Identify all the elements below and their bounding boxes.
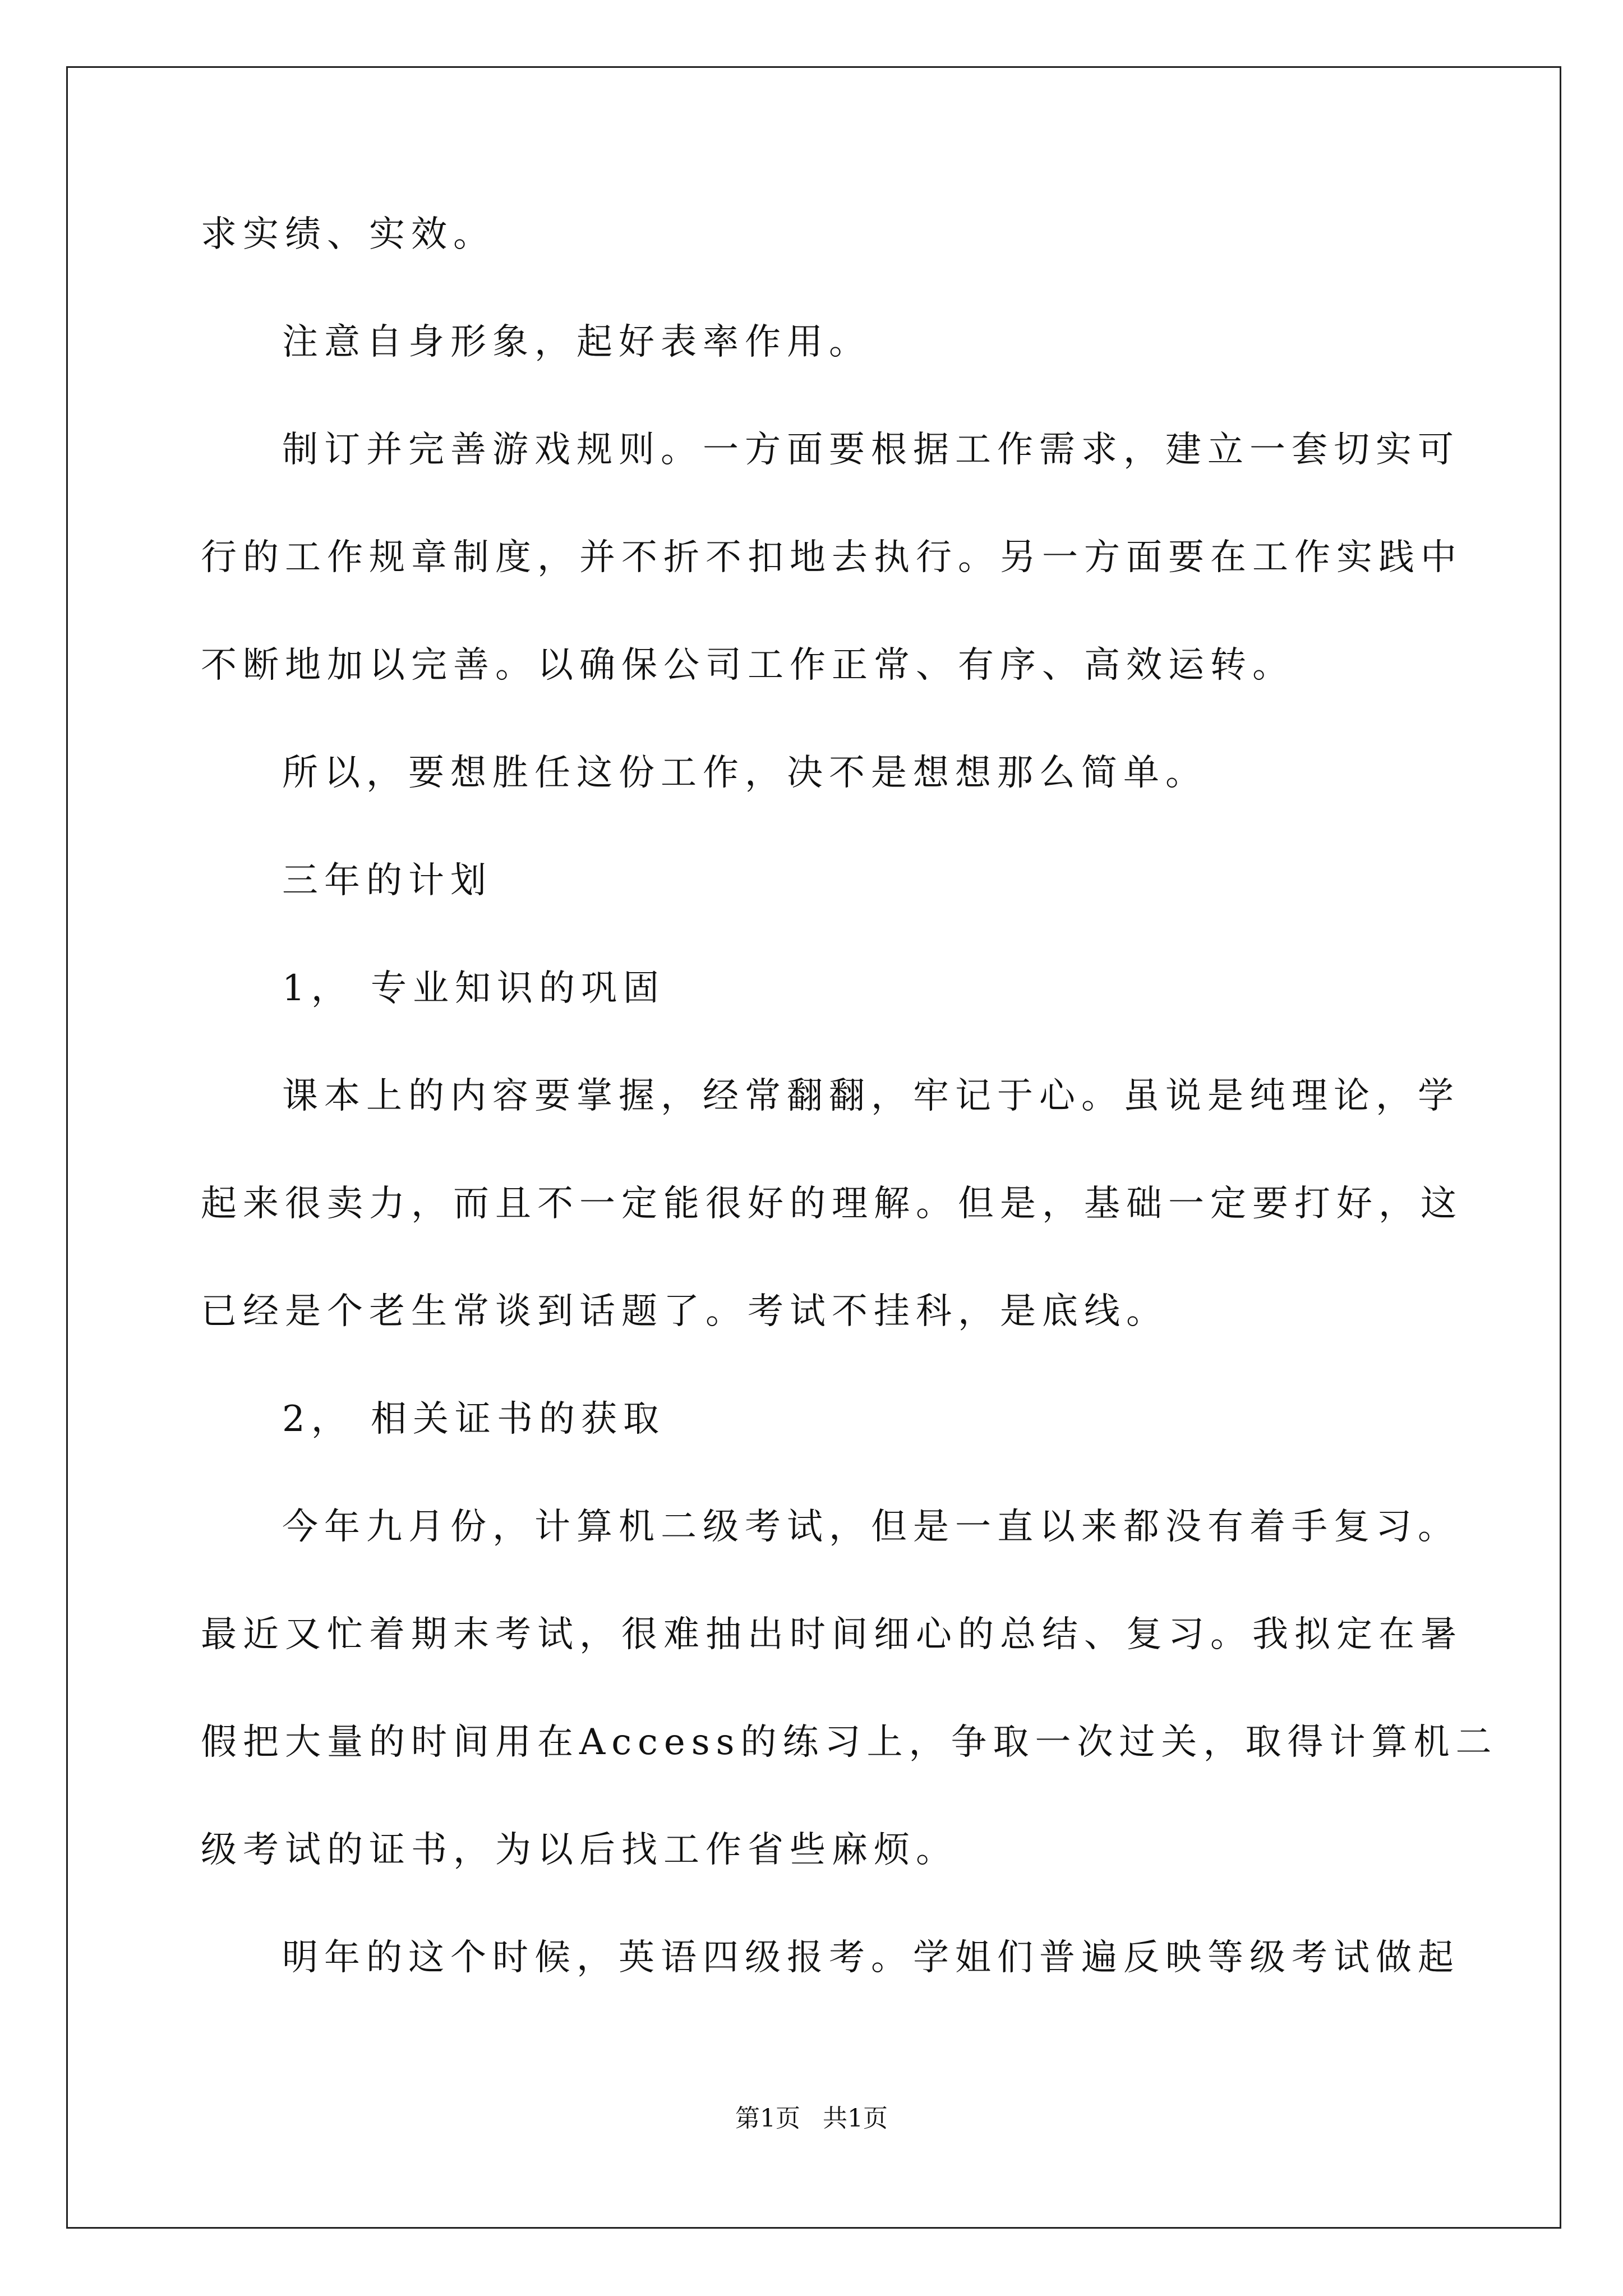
paragraph-line: 起来很卖力，而且不一定能很好的理解。但是，基础一定要打好，这 (201, 1183, 1463, 1225)
paragraph-line: 制订并完善游戏规则。一方面要根据工作需求，建立一套切实可 (282, 429, 1460, 471)
paragraph-line: 今年九月份，计算机二级考试，但是一直以来都没有着手复习。 (282, 1506, 1460, 1548)
paragraph-line: 最近又忙着期末考试，很难抽出时间细心的总结、复习。我拟定在暑 (201, 1614, 1463, 1655)
paragraph-line: 级考试的证书，为以后找工作省些麻烦。 (201, 1829, 958, 1871)
numbered-heading: 2， 相关证书的获取 (282, 1398, 666, 1440)
paragraph-line: 明年的这个时候，英语四级报考。学姐们普遍反映等级考试做起 (282, 1937, 1460, 1978)
paragraph-line: 已经是个老生常谈到话题了。考试不挂科，是底线。 (201, 1291, 1168, 1332)
section-heading: 三年的计划 (282, 860, 492, 901)
paragraph-line: 不断地加以完善。以确保公司工作正常、有序、高效运转。 (201, 645, 1294, 686)
numbered-heading: 1， 专业知识的巩固 (282, 968, 666, 1009)
paragraph-line: 课本上的内容要掌握，经常翻翻，牢记于心。虽说是纯理论，学 (282, 1075, 1460, 1117)
page-footer (0, 2098, 1623, 2134)
paragraph-line: 所以，要想胜任这份工作，决不是想想那么简单。 (282, 752, 1207, 794)
paragraph-line: 行的工作规章制度，并不折不扣地去执行。另一方面要在工作实践中 (201, 537, 1463, 578)
page-number: 第1页 (735, 2104, 800, 2133)
paragraph-line: 注意自身形象，起好表率作用。 (282, 321, 871, 363)
paragraph-line: 求实绩、实效。 (201, 214, 495, 255)
page-border (66, 66, 1561, 2229)
page-total: 共1页 (823, 2104, 888, 2133)
paragraph-line: 假把大量的时间用在Access的练习上，争取一次过关，取得计算机二 (201, 1722, 1498, 1763)
